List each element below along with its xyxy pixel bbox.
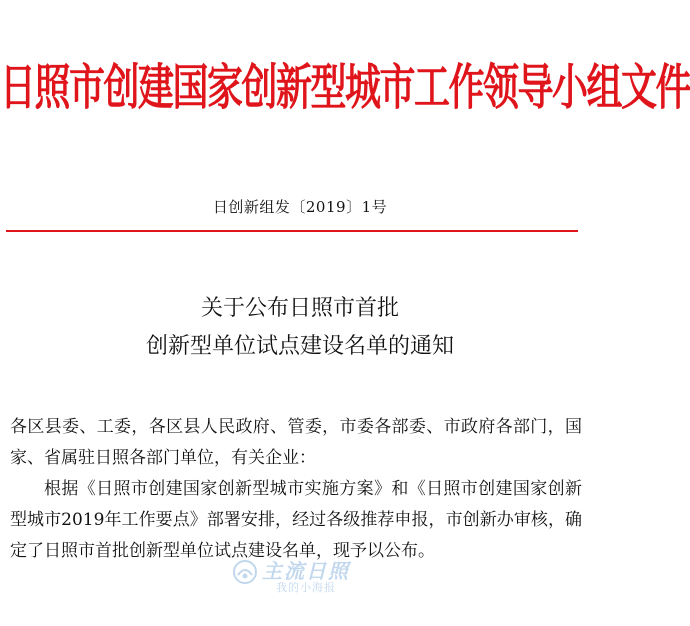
notice-title-line-2: 创新型单位试点建设名单的通知 bbox=[145, 334, 454, 359]
notice-title-line-1: 关于公布日照市首批 bbox=[200, 296, 399, 321]
body-paragraph-1: 根据《日照市创建国家创新型城市实施方案》和《日照市创建国家创新型城市2019年工作要点》部署安排，经过各级推荐申报，市创新办审核，确定了日照市首批创新型单位试点建设名单，现予以公布。 bbox=[10, 479, 582, 561]
watermark-name: 主流日照 bbox=[262, 559, 350, 583]
red-divider-line bbox=[6, 230, 578, 232]
watermark-subtitle: 我的小海报 bbox=[276, 581, 336, 594]
document-number: 日创新组发〔2019〕1号 bbox=[212, 198, 388, 216]
notice-body bbox=[10, 412, 582, 567]
issuer-header: 日照市创建国家创新型城市工作领导小组文件 bbox=[0, 59, 690, 117]
notice-title bbox=[0, 290, 600, 366]
addressee-paragraph: 各区县委、工委，各区县人民政府、管委，市委各部委、市政府各部门，国家、省属驻日照各部门单位，有关企业： bbox=[10, 417, 582, 468]
